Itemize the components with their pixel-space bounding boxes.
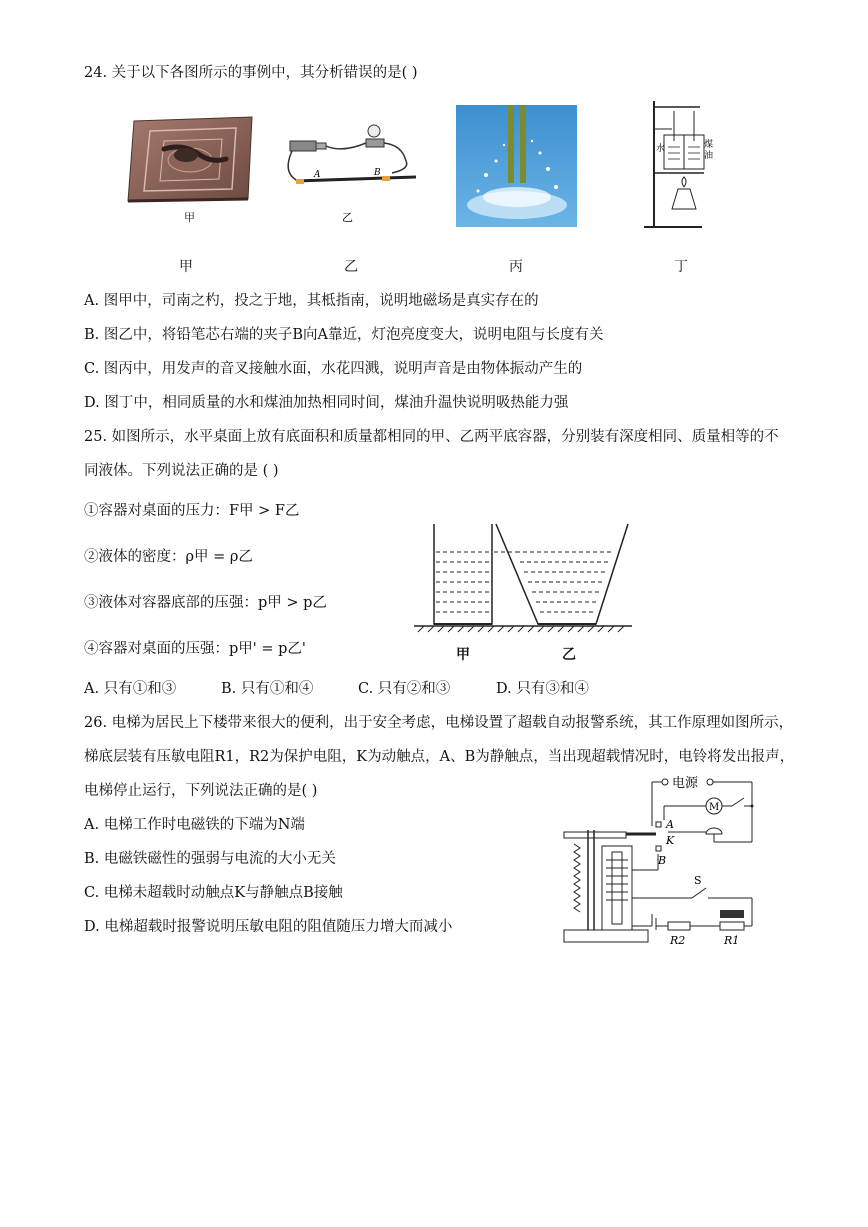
q26-option-b[interactable]: B. 电磁铁磁性的强弱与电流的大小无关 [84, 851, 336, 867]
svg-text:甲: 甲 [184, 211, 195, 224]
q26-stem-line1: 26. 电梯为居民上下楼带来很大的便利，出于安全考虑，电梯设置了超载自动报警系统，其工作原理如图所示， [84, 715, 794, 731]
fig-label-bing: 丙 [509, 259, 523, 275]
q24-option-a[interactable]: A. 图甲中，司南之杓，投之于地，其柢指南，说明地磁场是真实存在的 [84, 293, 539, 309]
q25-option-c[interactable]: C. 只有②和③ [358, 681, 451, 697]
q26-stem-line3: 电梯停止运行，下列说法正确的是( ) [84, 783, 318, 799]
q24-option-d[interactable]: D. 图丁中，相同质量的水和煤油加热相同时间，煤油升温快说明吸热能力强 [84, 395, 569, 411]
svg-text:A: A [314, 170, 321, 180]
fig-label-ding: 丁 [674, 259, 688, 275]
q26-option-a[interactable]: A. 电梯工作时电磁铁的下端为N端 [84, 817, 305, 833]
q26-option-d[interactable]: D. 电梯超载时报警说明压敏电阻的阻值随压力增大而减小 [84, 919, 453, 935]
q24-stem: 24. 关于以下各图所示的事例中，其分析错误的是( ) [84, 65, 418, 81]
svg-text:R2: R2 [670, 934, 686, 947]
container-label-jia: 甲 [456, 647, 470, 663]
q25-option-a[interactable]: A. 只有①和③ [84, 681, 177, 697]
svg-text:A: A [666, 818, 674, 831]
q25-stem-line1: 25. 如图所示，水平桌面上放有底面积和质量都相同的甲、乙两平底容器，分别装有深度相同、质量相等的不 [84, 429, 779, 445]
q25-stem-line2: 同液体。下列说法正确的是 ( ) [84, 463, 279, 479]
svg-text:B: B [374, 168, 381, 178]
figure-ding-heating [642, 97, 717, 232]
fig-label-yi: 乙 [344, 259, 358, 275]
figure-elevator-circuit [560, 770, 765, 950]
svg-text:水: 水 [656, 144, 666, 154]
q24-option-b[interactable]: B. 图乙中，将铅笔芯右端的夹子B向A靠近，灯泡亮度变大，说明电阻与长度有关 [84, 327, 604, 343]
svg-text:B: B [658, 854, 667, 867]
q25-statement-3: ③液体对容器底部的压强：p甲 > p乙 [84, 595, 327, 611]
q24-option-c[interactable]: C. 图丙中，用发声的音叉接触水面，水花四溅，说明声音是由物体振动产生的 [84, 361, 583, 377]
q26-stem-line2: 梯底层装有压敏电阻R1，R2为保护电阻，K为动触点，A、B为静触点，当出现超载情况时，电铃将发出报声， [84, 749, 795, 765]
svg-text:R1: R1 [724, 934, 740, 947]
svg-text:电源: 电源 [672, 776, 699, 791]
q25-statement-4: ④容器对桌面的压强：p甲' = p乙' [84, 641, 306, 657]
svg-text:煤油: 煤油 [704, 140, 714, 161]
q25-statement-1: ①容器对桌面的压力：F甲 > F乙 [84, 503, 300, 519]
q25-statement-2: ②液体的密度：ρ甲 = ρ乙 [84, 549, 253, 565]
q25-option-d[interactable]: D. 只有③和④ [496, 681, 589, 697]
svg-text:K: K [666, 834, 675, 847]
figure-yi-circuit [282, 113, 422, 228]
figure-containers [412, 520, 634, 662]
svg-text:乙: 乙 [342, 211, 353, 224]
q26-option-c[interactable]: C. 电梯未超载时动触点K与静触点B接触 [84, 885, 343, 901]
svg-text:S: S [694, 874, 702, 887]
fig-label-jia: 甲 [179, 259, 193, 275]
svg-text:M: M [709, 802, 720, 813]
q25-option-b[interactable]: B. 只有①和④ [221, 681, 314, 697]
figure-jia-compass [124, 113, 256, 228]
container-label-yi: 乙 [562, 647, 576, 663]
figure-bing-tuning-fork [456, 105, 577, 227]
